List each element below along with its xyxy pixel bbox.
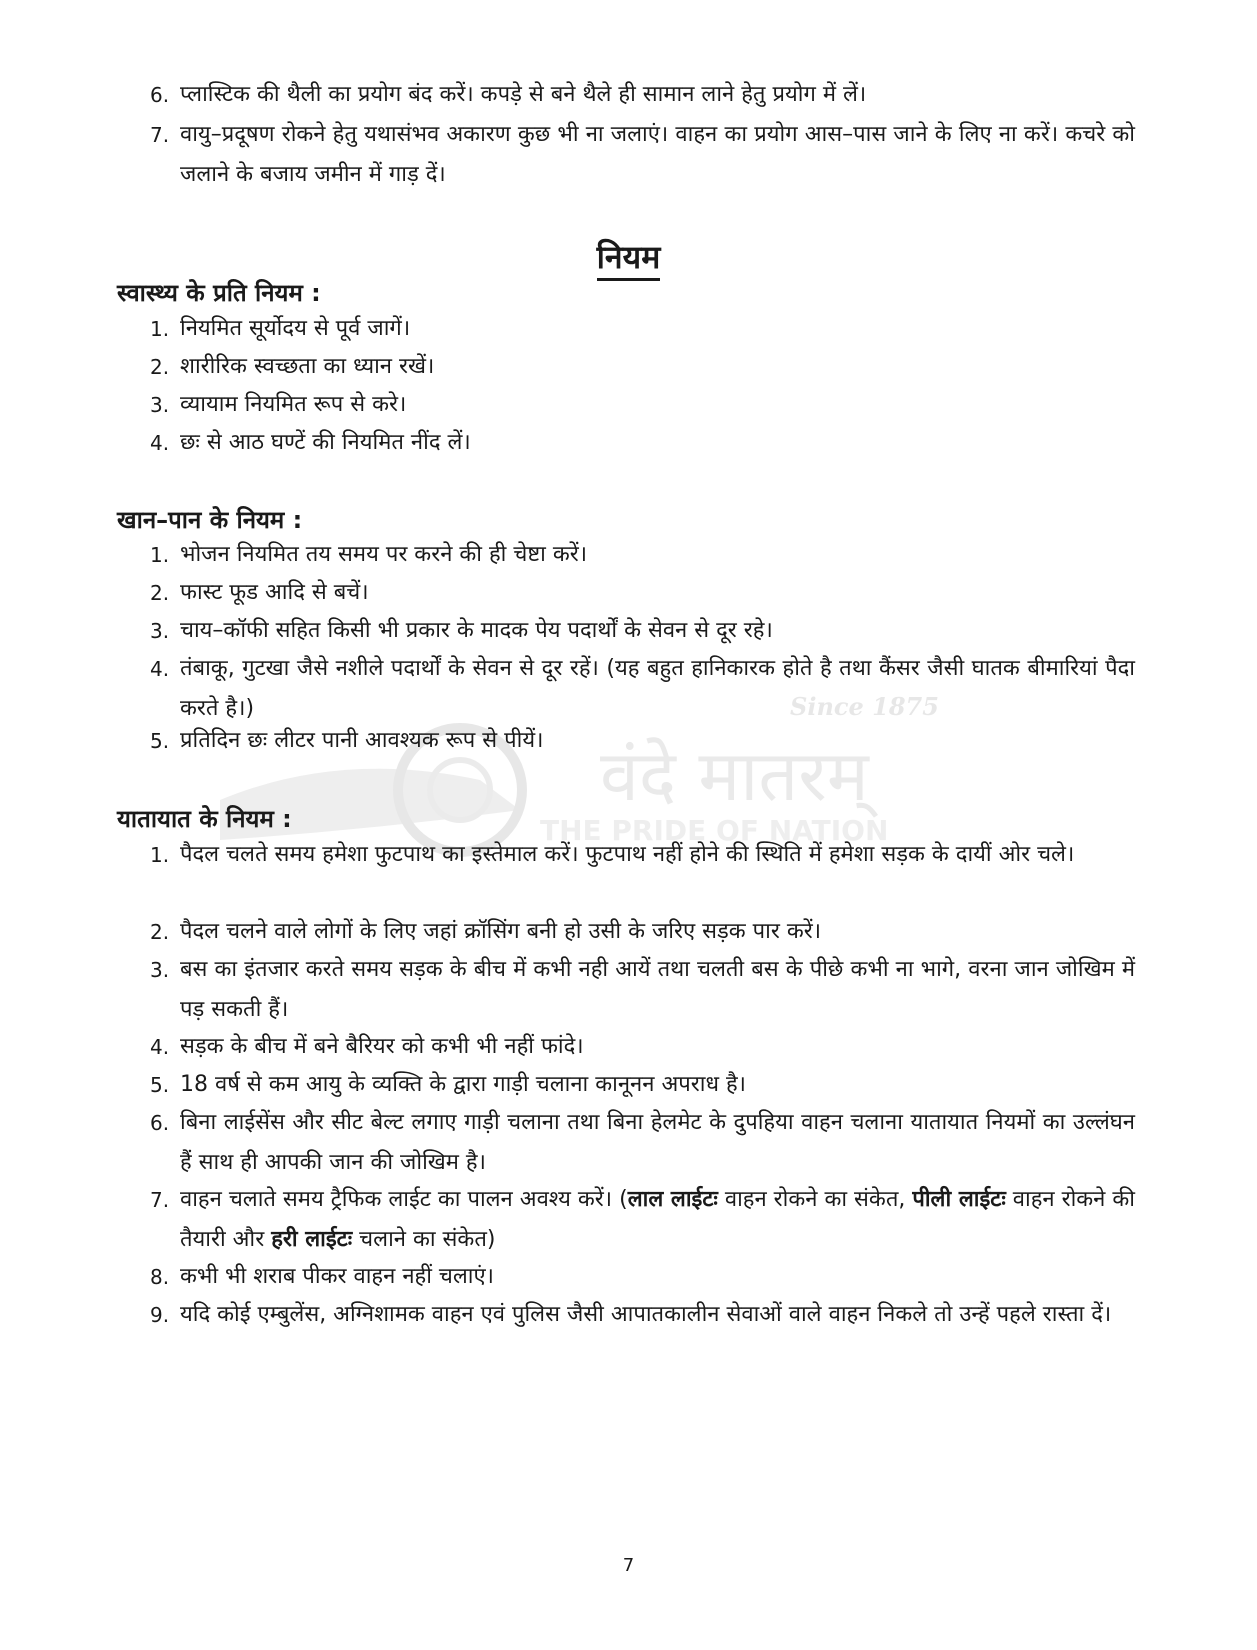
list-item: 9. यदि कोई एम्बुलेंस, अग्निशामक वाहन एवं पुलिस जैसी आपातकालीन सेवाओं वाले वाहन निकले तो उन्हें पहले रास्ता दें। <box>150 1302 1112 1327</box>
list-item: 7. वाहन चलाते समय ट्रैफिक लाईट का पालन अवश्य करें। (लाल लाईटः वाहन रोकने का संकेत, पीली लाईटः वाहन रोकने की तैयारी और हरी लाईटः चलाने का संकेत) <box>150 1187 1135 1252</box>
section-heading-health: स्वास्थ्य के प्रति नियम : <box>117 279 321 307</box>
list-item: 1. नियमित सूर्योदय से पूर्व जागें। <box>150 316 411 341</box>
list-item: 3. चाय–कॉफी सहित किसी भी प्रकार के मादक पेय पदार्थों के सेवन से दूर रहे। <box>150 618 773 643</box>
red-light-label: लाल लाईटः <box>627 1187 718 1212</box>
list-item: 2. शारीरिक स्वच्छता का ध्यान रखें। <box>150 354 435 379</box>
list-item: 3. बस का इंतजार करते समय सड़क के बीच में कभी नही आयें तथा चलती बस के पीछे कभी ना भागे, वरना जान जोखिम में पड़ सकती हैं। <box>150 957 1135 1022</box>
yellow-light-label: पीली लाईटः <box>912 1187 1006 1212</box>
list-item: 5. 18 वर्ष से कम आयु के व्यक्ति के द्वारा गाड़ी चलाना कानूनन अपराध है। <box>150 1072 746 1097</box>
watermark-text: वंदे मातरम् <box>600 735 869 817</box>
section-heading-food: खान–पान के नियम : <box>117 506 303 534</box>
list-item: 6. बिना लाईसेंस और सीट बेल्ट लगाए गाड़ी चलाना तथा बिना हेलमेट के दुपहिया वाहन चलाना यातायात नियमों का उल्लंघन हैं साथ ही आपकी जान की जोखिम है। <box>150 1110 1135 1175</box>
list-item: 6. प्लास्टिक की थैली का प्रयोग बंद करें। कपड़े से बने थैले ही सामान लाने हेतु प्रयोग में लें। <box>150 82 867 107</box>
page-title: नियम <box>0 234 1257 280</box>
list-item: 2. फास्ट फूड आदि से बचें। <box>150 580 369 605</box>
list-item: 2. पैदल चलने वाले लोगों के लिए जहां क्रॉसिंग बनी हो उसी के जरिए सड़क पार करें। <box>150 919 822 944</box>
list-item: 5. प्रतिदिन छः लीटर पानी आवश्यक रूप से पीयें। <box>150 728 544 753</box>
green-light-label: हरी लाईटः <box>271 1227 353 1252</box>
page-number: 7 <box>622 1555 635 1576</box>
list-item: 4. सड़क के बीच में बने बैरियर को कभी भी नहीं फांदे। <box>150 1034 584 1059</box>
list-item: 4. तंबाकू, गुटखा जैसे नशीले पदार्थों के सेवन से दूर रहें। (यह बहुत हानिकारक होते है तथा कैंसर जैसी घातक बीमारियां पैदा करते है।) <box>150 656 1135 721</box>
list-item: 1. भोजन नियमित तय समय पर करने की ही चेष्टा करें। <box>150 542 588 567</box>
section-heading-traffic: यातायात के नियम : <box>117 805 292 833</box>
list-item: 1. पैदल चलते समय हमेशा फुटपाथ का इस्तेमाल करें। फुटपाथ नहीं होने की स्थिति में हमेशा सड़क के दायीं ओर चले। <box>150 842 1075 867</box>
watermark-subtext: THE PRIDE OF NATION <box>540 814 889 847</box>
list-item: 4. छः से आठ घण्टें की नियमित नींद लें। <box>150 430 471 455</box>
list-item: 8. कभी भी शराब पीकर वाहन नहीं चलाएं। <box>150 1264 494 1289</box>
list-item: 7. वायु–प्रदूषण रोकने हेतु यथासंभव अकारण कुछ भी ना जलाएं। वाहन का प्रयोग आस–पास जाने के लिए ना करें। कचरे को जलाने के बजाय जमीन में गाड़ दें। <box>150 122 1135 187</box>
list-item: 3. व्यायाम नियमित रूप से करे। <box>150 392 407 417</box>
watermark-since: Since 1875 <box>790 692 939 721</box>
